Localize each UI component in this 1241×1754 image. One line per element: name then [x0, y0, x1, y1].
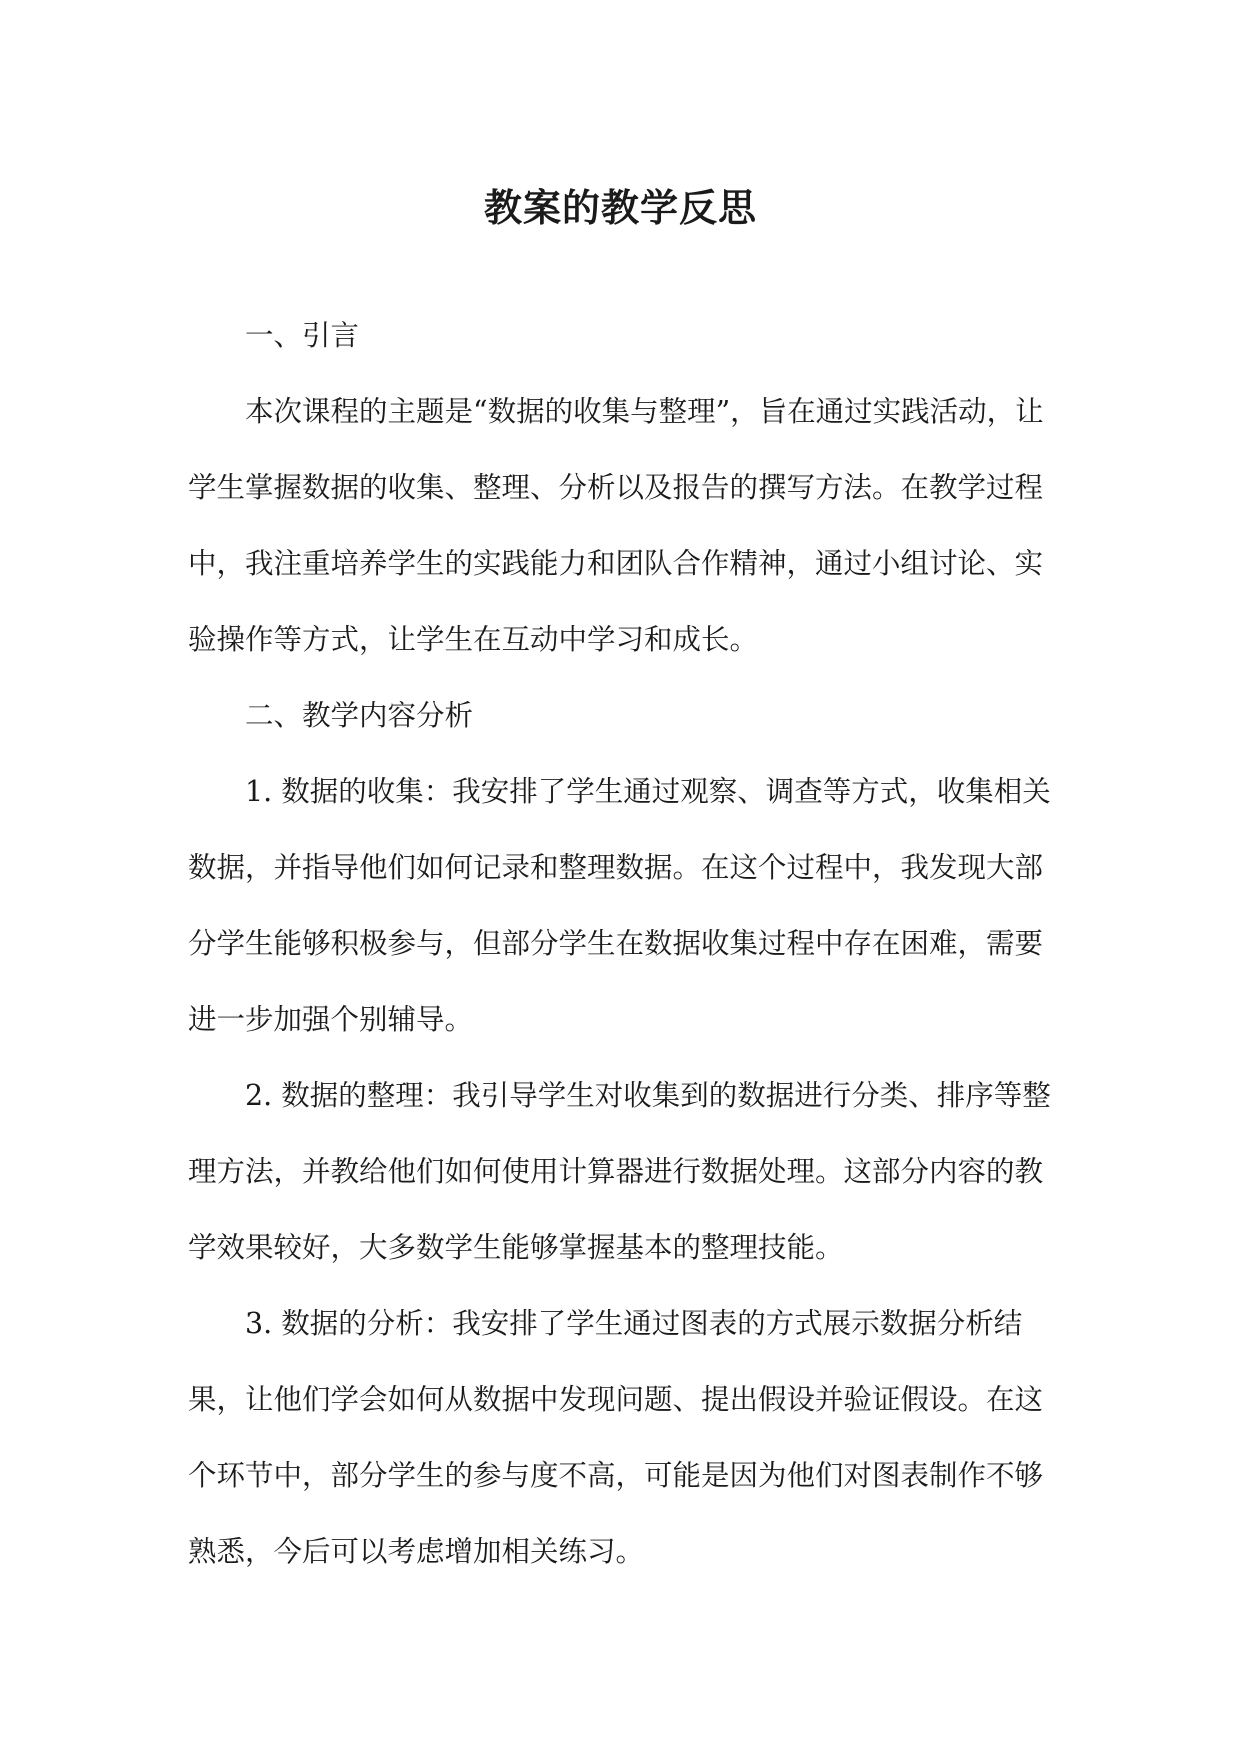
paragraph-intro: 本次课程的主题是“数据的收集与整理”，旨在通过实践活动，让学生掌握数据的收集、整理、分析以及报告的撰写方法。在教学过程中，我注重培养学生的实践能力和团队合作精神，通过小组讨论、实验操作等方式，让学生在互动中学习和成长。	[188, 395, 1044, 656]
section-heading-intro: 一、引言	[245, 319, 360, 352]
paragraph-data-analysis: 3. 数据的分析：我安排了学生通过图表的方式展示数据分析结果，让他们学会如何从数据中发现问题、提出假设并验证假设。在这个环节中，部分学生的参与度不高，可能是因为他们对图表制作不够熟悉，今后可以考虑增加相关练习。	[188, 1307, 1044, 1568]
paragraph-data-organization: 2. 数据的整理：我引导学生对收集到的数据进行分类、排序等整理方法，并教给他们如何使用计算器进行数据处理。这部分内容的教学效果较好，大多数学生能够掌握基本的整理技能。	[188, 1079, 1051, 1264]
section-heading-analysis: 二、教学内容分析	[245, 699, 474, 732]
document-title: 教案的教学反思	[483, 185, 757, 230]
document-body	[188, 298, 1068, 1590]
paragraph-data-collection: 1. 数据的收集：我安排了学生通过观察、调查等方式，收集相关数据，并指导他们如何记录和整理数据。在这个过程中，我发现大部分学生能够积极参与，但部分学生在数据收集过程中存在困难，需要进一步加强个别辅导。	[188, 775, 1051, 1036]
